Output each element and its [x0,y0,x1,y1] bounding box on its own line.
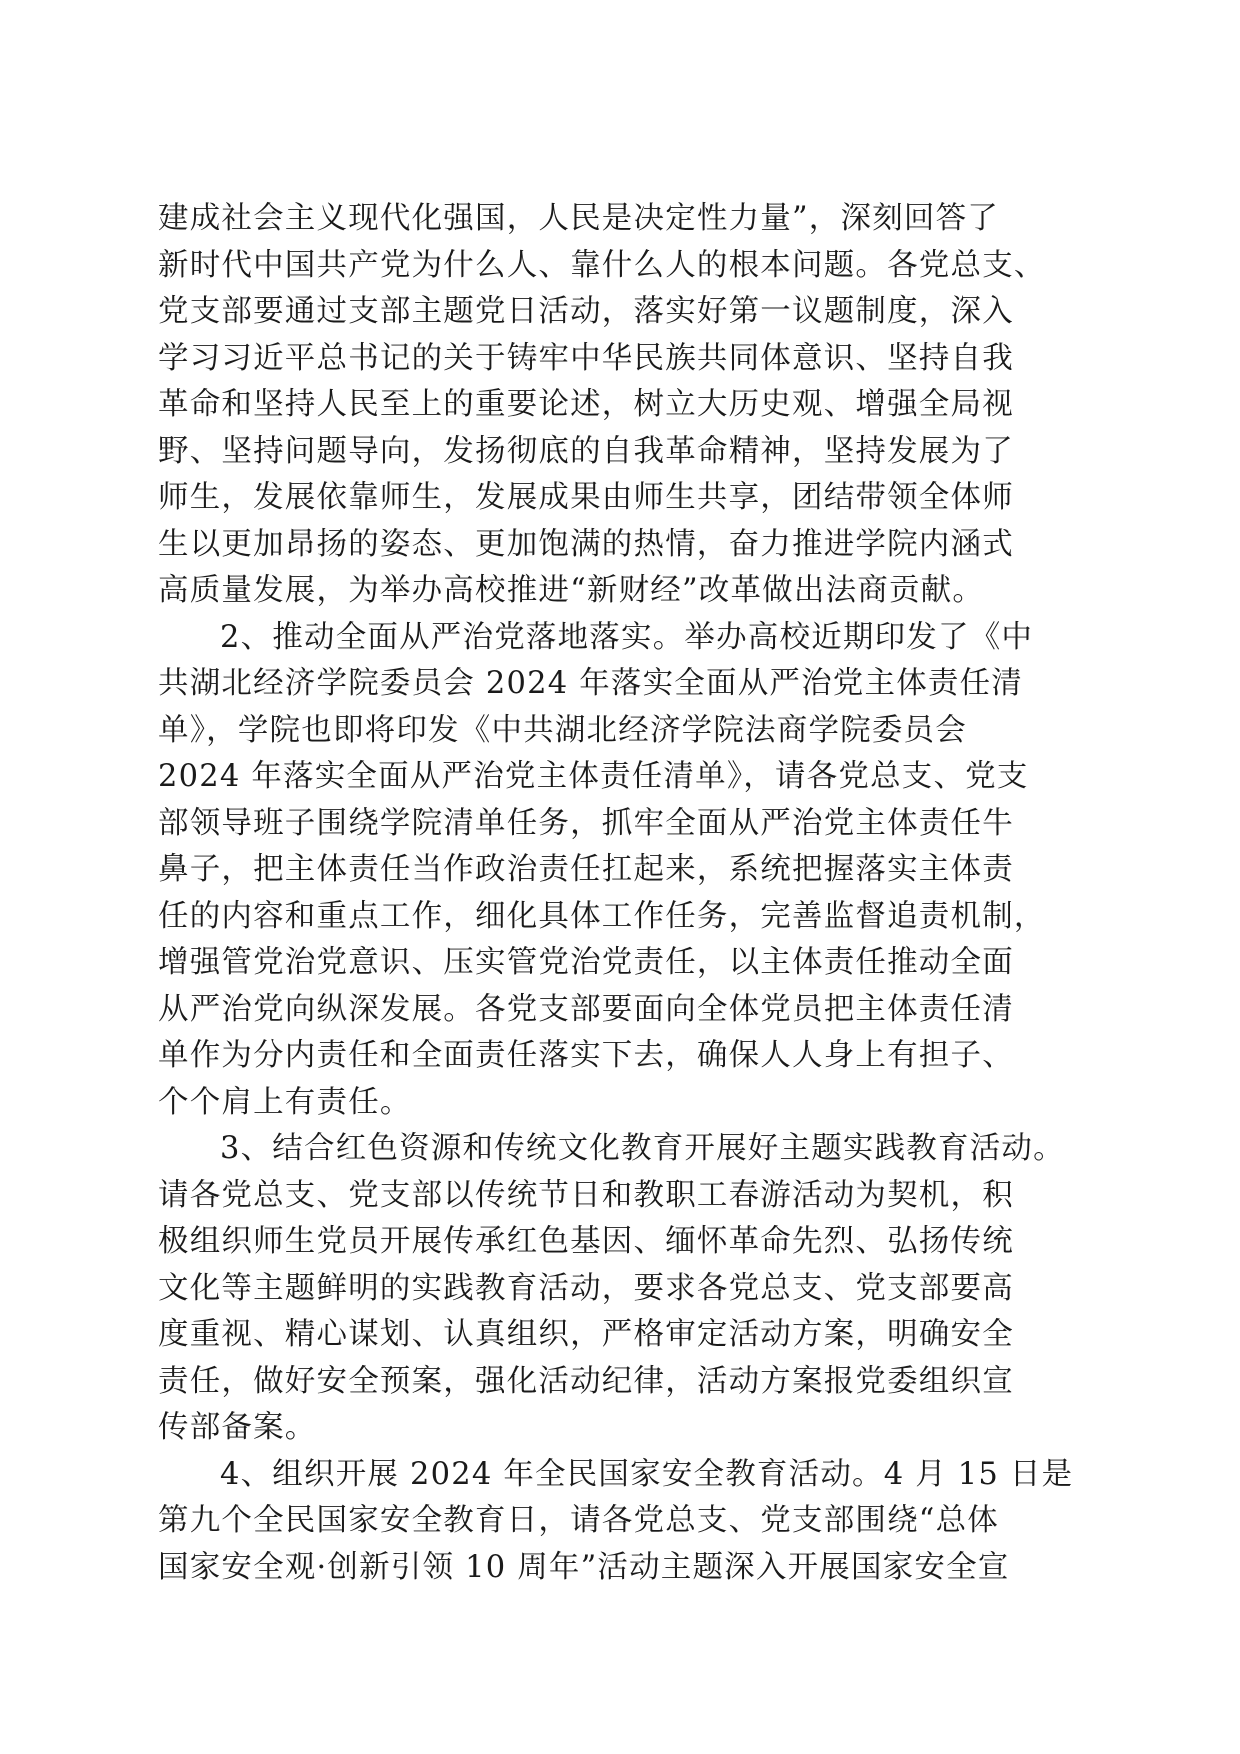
text-line: 2024 年落实全面从严治党主体责任清单》，请各党总支、党支 [158,759,1029,794]
text-line: 革命和坚持人民至上的重要论述，树立大历史观、增强全局视 [158,387,1014,422]
text-line: 从严治党向纵深发展。各党支部要面向全体党员把主体责任清 [158,991,1014,1027]
text-line: 度重视、精心谋划、认真组织，严格审定活动方案，明确安全 [158,1317,1014,1352]
text-line: 单作为分内责任和全面责任落实下去，确保人人身上有担子、 [158,1038,1014,1073]
paragraph-item-3 [158,1126,1088,1452]
paragraph-item-4 [158,1452,1088,1592]
text-line: 野、坚持问题导向，发扬彻底的自我革命精神，坚持发展为了 [158,433,1014,469]
text-line: 部领导班子围绕学院清单任务，抓牢全面从严治党主体责任牛 [158,805,1014,841]
text-line: 增强管党治党意识、压实管党治党责任，以主体责任推动全面 [158,945,1014,980]
paragraph-item-2 [158,615,1088,1127]
text-line: 请各党总支、党支部以传统节日和教职工春游活动为契机，积 [158,1177,1014,1213]
text-line: 鼻子，把主体责任当作政治责任扛起来，系统把握落实主体责 [158,852,1014,887]
text-line: 责任，做好安全预案，强化活动纪律，活动方案报党委组织宣 [158,1363,1014,1399]
text-line: 国家安全观·创新引领 10 周年”活动主题深入开展国家安全宣 [158,1549,1010,1585]
text-line: 传部备案。 [158,1410,317,1445]
text-line: 共湖北经济学院委员会 2024 年落实全面从严治党主体责任清 [158,666,1024,701]
text-line-first: 4、组织开展 2024 年全民国家安全教育活动。4 月 15 日是 [220,1456,1074,1492]
text-line-first: 3、结合红色资源和传统文化教育开展好主题实践教育活动。 [220,1131,1065,1166]
document-body [158,196,1088,1591]
text-line-first: 2、推动全面从严治党落地落实。举办高校近期印发了《中 [220,619,1034,655]
text-line: 学习习近平总书记的关于铸牢中华民族共同体意识、坚持自我 [158,340,1014,376]
text-line: 建成社会主义现代化强国，人民是决定性力量”，深刻回答了 [158,201,999,236]
paragraph-continued [158,196,1088,615]
text-line: 第九个全民国家安全教育日，请各党总支、党支部围绕“总体 [158,1503,999,1538]
text-line: 高质量发展，为举办高校推进“新财经”改革做出法商贡献。 [158,573,985,608]
text-line: 任的内容和重点工作，细化具体工作任务，完善监督追责机制， [158,898,1046,934]
text-line: 个个肩上有责任。 [158,1084,412,1120]
text-line: 单》，学院也即将印发《中共湖北经济学院法商学院委员会 [158,712,967,748]
text-line: 党支部要通过支部主题党日活动，落实好第一议题制度，深入 [158,294,1014,329]
text-line: 新时代中国共产党为什么人、靠什么人的根本问题。各党总支、 [158,247,1046,283]
text-line: 师生，发展依靠师生，发展成果由师生共享，团结带领全体师 [158,480,1014,515]
text-line: 文化等主题鲜明的实践教育活动，要求各党总支、党支部要高 [158,1270,1014,1306]
text-line: 生以更加昂扬的姿态、更加饱满的热情，奋力推进学院内涵式 [158,526,1014,562]
text-line: 极组织师生党员开展传承红色基因、缅怀革命先烈、弘扬传统 [158,1224,1014,1259]
